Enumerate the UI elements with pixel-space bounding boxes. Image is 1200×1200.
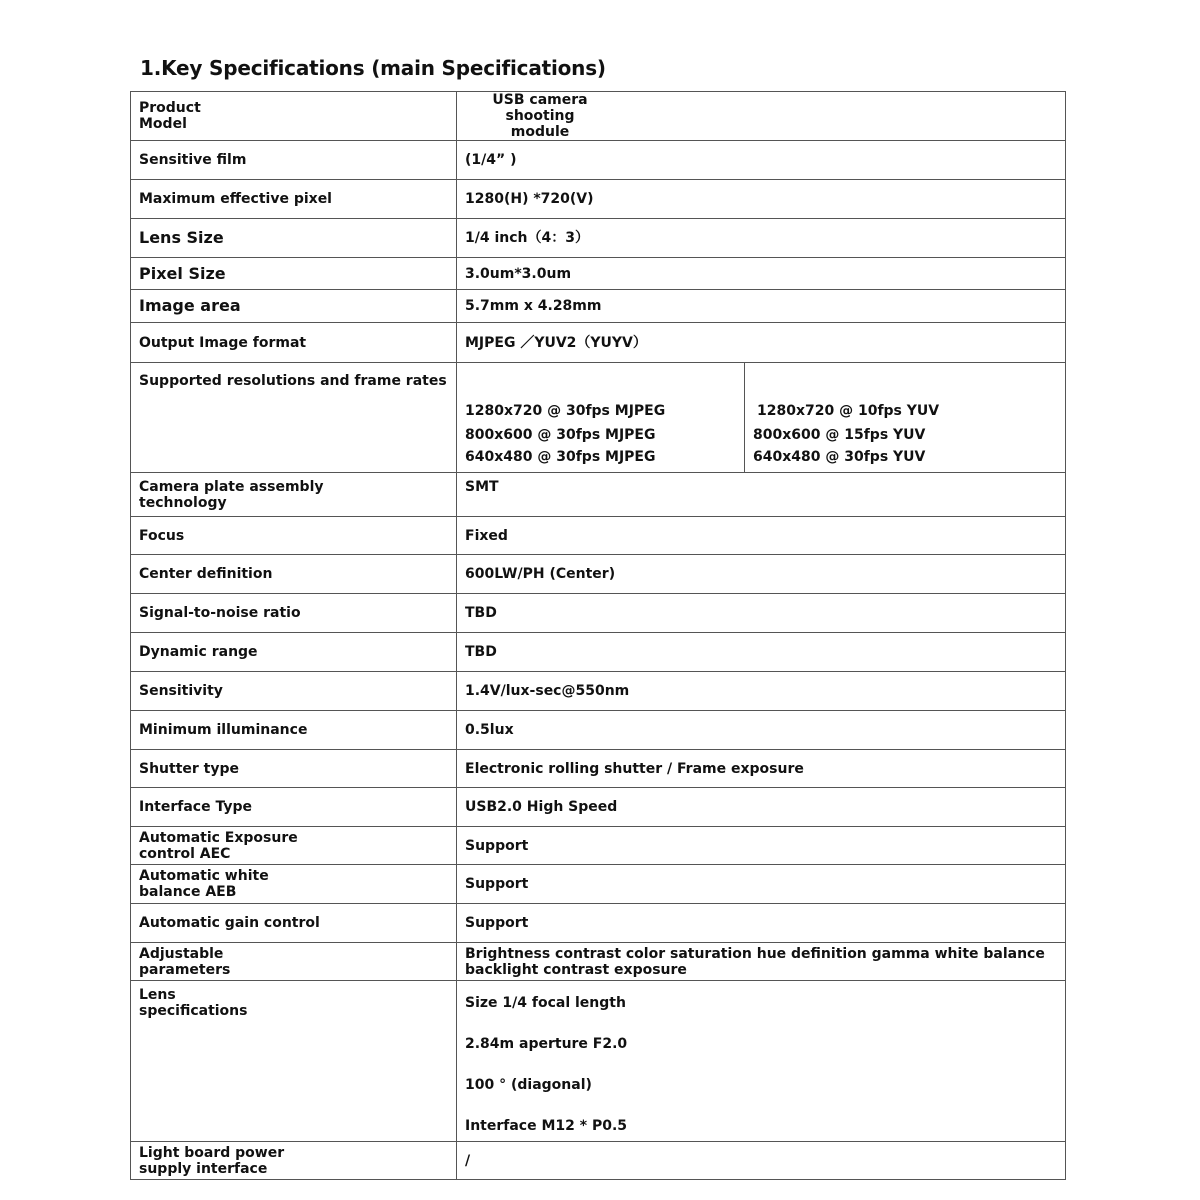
row-value: 600LW/PH (Center) — [457, 555, 1066, 594]
list-item: 1280x720 @ 10fps YUV — [757, 403, 940, 419]
resolutions-yuv — [745, 363, 1066, 473]
row-label: Image area — [131, 290, 457, 323]
list-item: 640x480 @ 30fps MJPEG — [465, 449, 656, 465]
table-row — [131, 633, 1066, 672]
row-value: TBD — [457, 594, 1066, 633]
row-label: Dynamic range — [131, 633, 457, 672]
row-label: Center definition — [131, 555, 457, 594]
row-value: / — [457, 1142, 1066, 1180]
list-item: Interface M12 * P0.5 — [465, 1117, 628, 1134]
row-label — [131, 981, 457, 1142]
list-item: Size 1/4 focal length — [465, 994, 626, 1011]
row-value: Support — [457, 827, 1066, 865]
row-value: 1.4V/lux-sec@550nm — [457, 672, 1066, 711]
row-label: Interface Type — [131, 788, 457, 827]
row-value — [457, 92, 1066, 141]
table-row — [131, 865, 1066, 904]
table-row — [131, 517, 1066, 555]
list-item: 640x480 @ 30fps YUV — [753, 449, 926, 465]
table-row — [131, 711, 1066, 750]
text-lines: Lens specifications — [139, 987, 248, 1019]
row-label: Pixel Size — [131, 258, 457, 290]
table-row — [131, 473, 1066, 517]
row-label: Maximum effective pixel — [131, 180, 457, 219]
row-value: Support — [457, 904, 1066, 943]
text-lines: Product Model — [139, 100, 201, 132]
row-value: MJPEG ／YUV2（YUYV） — [457, 323, 1066, 363]
row-value: 3.0um*3.0um — [457, 258, 1066, 290]
spec-table — [130, 91, 1066, 1180]
row-value: Electronic rolling shutter / Frame exposure — [457, 750, 1066, 788]
row-label — [131, 92, 457, 141]
row-label: Output Image format — [131, 323, 457, 363]
row-label: Minimum illuminance — [131, 711, 457, 750]
table-row — [131, 92, 1066, 141]
row-label: Automatic gain control — [131, 904, 457, 943]
table-row — [131, 594, 1066, 633]
row-label: Supported resolutions and frame rates — [131, 363, 457, 473]
table-row — [131, 1142, 1066, 1180]
table-row — [131, 141, 1066, 180]
table-row — [131, 555, 1066, 594]
table-row — [131, 904, 1066, 943]
table-row — [131, 219, 1066, 258]
table-row — [131, 290, 1066, 323]
table-row — [131, 750, 1066, 788]
row-value: 5.7mm x 4.28mm — [457, 290, 1066, 323]
table-row — [131, 363, 1066, 473]
table-row — [131, 258, 1066, 290]
row-label — [131, 473, 457, 517]
row-value: SMT — [457, 473, 1066, 517]
list-item: 100 ° (diagonal) — [465, 1076, 592, 1093]
list-item: 2.84m aperture F2.0 — [465, 1035, 628, 1052]
list-item: 800x600 @ 30fps MJPEG — [465, 427, 656, 443]
text-lines: Adjustable parameters — [139, 945, 231, 978]
row-label — [131, 865, 457, 904]
table-row — [131, 323, 1066, 363]
table-row — [131, 827, 1066, 865]
page-title: 1.Key Specifications (main Specifications) — [140, 56, 606, 80]
text-lines: Camera plate assembly technology — [139, 478, 324, 511]
row-label: Focus — [131, 517, 457, 555]
row-value: USB2.0 High Speed — [457, 788, 1066, 827]
table-row — [131, 981, 1066, 1142]
row-value: 1/4 inch（4：3） — [457, 219, 1066, 258]
row-value: Fixed — [457, 517, 1066, 555]
text-lines: Brightness contrast color saturation hue definition gamma white balance backlight contrast exposure — [465, 945, 1045, 978]
row-label — [131, 1142, 457, 1180]
table-row — [131, 672, 1066, 711]
row-label: Sensitivity — [131, 672, 457, 711]
row-value: Support — [457, 865, 1066, 904]
text-lines: Automatic white balance AEB — [139, 868, 269, 900]
text-lines: USB camera shooting module — [492, 92, 588, 140]
row-label: Lens Size — [131, 219, 457, 258]
row-value: 1280(H) *720(V) — [457, 180, 1066, 219]
row-label: Signal-to-noise ratio — [131, 594, 457, 633]
lens-spec-list — [457, 981, 1066, 1142]
list-item: 1280x720 @ 30fps MJPEG — [465, 403, 666, 419]
text-lines: Automatic Exposure control AEC — [139, 829, 298, 862]
table-row — [131, 180, 1066, 219]
row-label — [131, 827, 457, 865]
row-label: Sensitive film — [131, 141, 457, 180]
row-value — [457, 943, 1066, 981]
row-label — [131, 943, 457, 981]
table-row — [131, 788, 1066, 827]
text-lines: Light board power supply interface — [139, 1144, 285, 1177]
table-row — [131, 943, 1066, 981]
resolutions-mjpeg — [457, 363, 745, 473]
row-value: (1/4” ) — [457, 141, 1066, 180]
list-item: 800x600 @ 15fps YUV — [753, 427, 926, 443]
row-label: Shutter type — [131, 750, 457, 788]
row-value: 0.5lux — [457, 711, 1066, 750]
row-value: TBD — [457, 633, 1066, 672]
